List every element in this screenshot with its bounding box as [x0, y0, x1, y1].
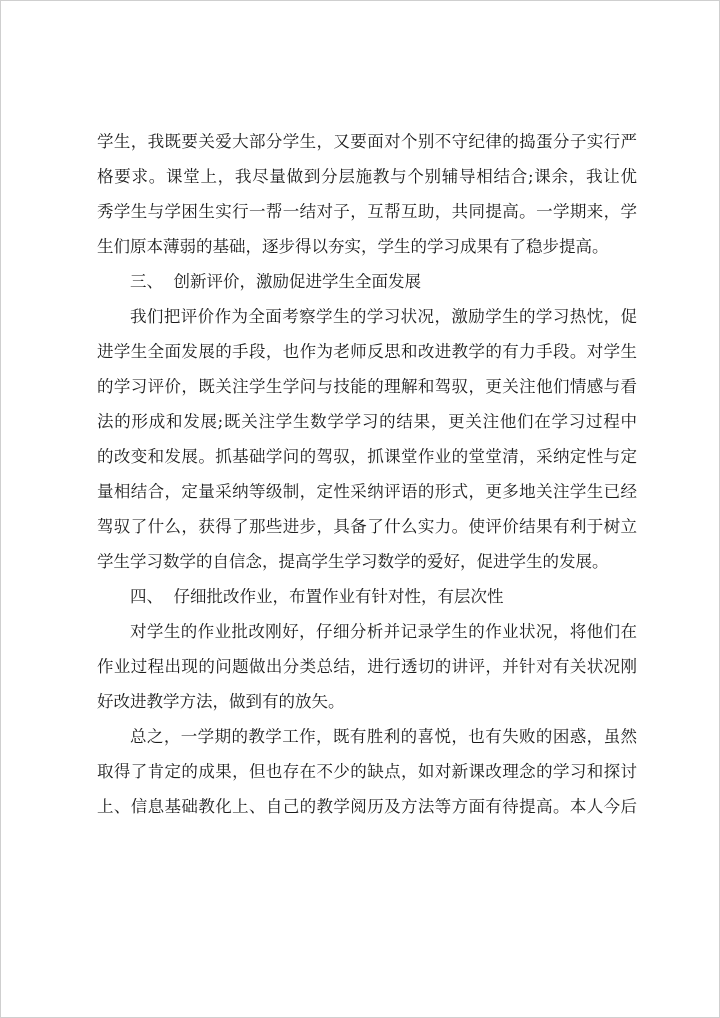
paragraph-3	[97, 614, 637, 719]
text-line: 我们把评价作为全面考察学生的学习状况，激励学生的学习热忱，促	[130, 307, 637, 326]
text-line: 的学习评价，既关注学生学问与技能的理解和驾驭，更关注他们情感与看	[97, 377, 637, 396]
document-body	[97, 124, 637, 824]
text-line: 生们原本薄弱的基础，逐步得以夯实，学生的学习成果有了稳步提高。	[97, 237, 609, 256]
text-line: 学生，我既要关爱大部分学生，又要面对个别不守纪律的捣蛋分子实行严	[97, 132, 637, 151]
paragraph-1	[97, 124, 637, 264]
text-line: 秀学生与学困生实行一帮一结对子，互帮互助，共同提高。一学期来，学	[97, 202, 637, 221]
text-line: 总之，一学期的教学工作，既有胜利的喜悦，也有失败的困惑，虽然	[130, 727, 637, 746]
text-line: 上、信息基础教化上、自己的教学阅历及方法等方面有待提高。本人今后	[97, 797, 637, 816]
section-heading-4: 四、 仔细批改作业，布置作业有针对性，有层次性	[130, 587, 504, 606]
text-line: 驾驭了什么，获得了那些进步，具备了什么实力。使评价结果有利于树立	[97, 517, 637, 536]
text-line: 进学生全面发展的手段，也作为老师反思和改进教学的有力手段。对学生	[97, 342, 637, 361]
paragraph-4	[97, 719, 637, 824]
text-line: 好改进教学方法，做到有的放矢。	[97, 692, 345, 711]
paragraph-2	[97, 299, 637, 579]
text-line: 量相结合，定量采纳等级制，定性采纳评语的形式，更多地关注学生已经	[97, 482, 637, 501]
text-line: 学生学习数学的自信念，提高学生学习数学的爱好，促进学生的发展。	[97, 552, 609, 571]
text-line: 对学生的作业批改刚好，仔细分析并记录学生的作业状况，将他们在	[130, 622, 637, 641]
text-line: 格要求。课堂上，我尽量做到分层施教与个别辅导相结合;课余，我让优	[97, 167, 637, 186]
text-line: 法的形成和发展;既关注学生数学学习的结果，更关注他们在学习过程中	[97, 412, 637, 431]
text-line: 作业过程出现的问题做出分类总结，进行透切的讲评，并针对有关状况刚	[97, 657, 637, 676]
section-heading-3: 三、 创新评价，激励促进学生全面发展	[130, 272, 421, 291]
text-line: 取得了肯定的成果，但也存在不少的缺点，如对新课改理念的学习和探讨	[97, 762, 637, 781]
text-line: 的改变和发展。抓基础学问的驾驭，抓课堂作业的堂堂清，采纳定性与定	[97, 447, 637, 466]
